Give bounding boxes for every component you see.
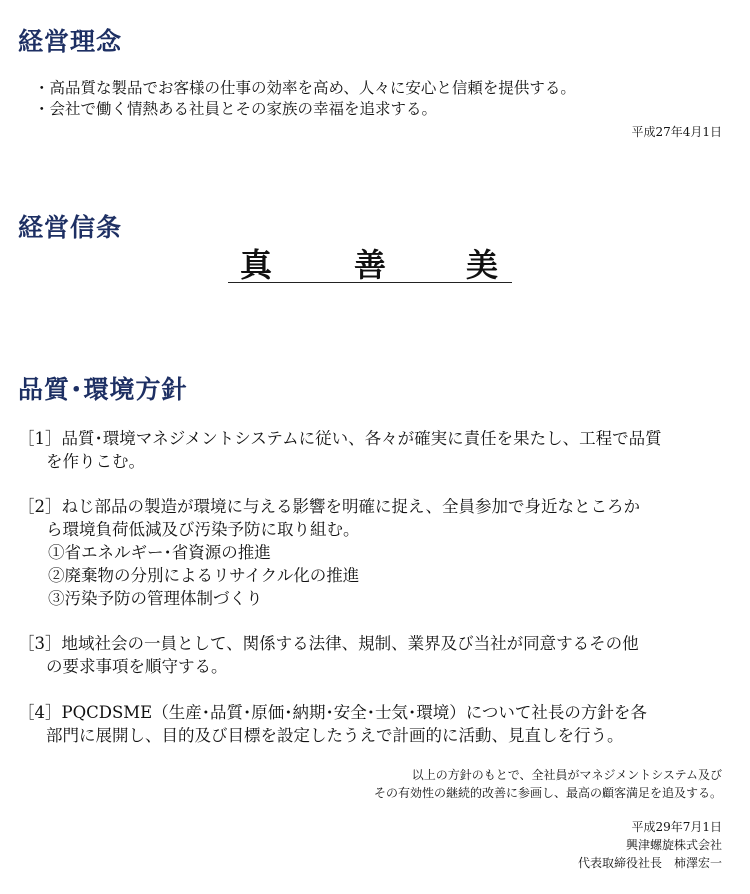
creed-word: 善 (354, 246, 387, 284)
list-item: ・高品質な製品でお客様の仕事の効率を高め、人々に安心と信頼を提供する。 (34, 79, 576, 97)
policy-title: 品質･環境方針 (18, 375, 188, 404)
footer-note: その有効性の継続的改善に参画し、最高の顧客満足を追及する。 (373, 786, 722, 800)
policy-item-3 (18, 632, 639, 678)
philosophy-title: 経営理念 (18, 27, 123, 56)
footer-date: 平成29年7月1日 (631, 820, 722, 834)
policy-item-4 (18, 701, 647, 747)
creed-title: 経営信条 (18, 213, 123, 242)
item-text: 地域社会の一員として、関係する法律、規制、業界及び当社が同意するその他 (61, 634, 639, 653)
item-text: 品質･環境マネジメントシステムに従い、各々が確実に責任を果たし、工程で品質 (61, 429, 662, 448)
policy-item-1 (18, 427, 662, 473)
signatory: 代表取締役社長 柿澤宏一 (577, 856, 722, 870)
subitem: ①省エネルギー･省資源の推進 (48, 543, 271, 562)
policy-item-2 (18, 495, 640, 610)
subitem: ③汚染予防の管理体制づくり (48, 589, 263, 608)
subitem: ②廃棄物の分別によるリサイクル化の推進 (48, 566, 360, 585)
footer-signature (578, 818, 722, 872)
company-name: 興津螺旋株式会社 (625, 838, 722, 852)
item-number: ［1］ (18, 429, 62, 448)
item-number: ［4］ (18, 703, 62, 722)
item-text: ねじ部品の製造が環境に与える影響を明確に捉え、全員参加で身近なところか (61, 497, 640, 516)
creed-words (228, 240, 512, 283)
item-text: 部門に展開し、目的及び目標を設定したうえで計画的に活動、見直しを行う。 (46, 726, 624, 745)
creed-word: 真 (240, 246, 273, 284)
footer-note: 以上の方針のもとで、全社員がマネジメントシステム及び (411, 768, 722, 782)
philosophy-date: 平成27年4月1日 (631, 125, 722, 139)
item-number: ［3］ (18, 634, 62, 653)
item-text: を作りこむ。 (46, 452, 145, 471)
item-number: ［2］ (18, 497, 62, 516)
list-item: ・会社で働く情熱ある社員とその家族の幸福を追求する。 (34, 100, 438, 118)
creed-word: 美 (466, 246, 499, 284)
item-text: の要求事項を順守する。 (46, 657, 228, 676)
item-text: ら環境負荷低減及び汚染予防に取り組む。 (46, 520, 360, 539)
item-text: PQCDSME（生産･品質･原価･納期･安全･士気･環境）について社長の方針を各 (61, 703, 647, 722)
philosophy-list (34, 78, 576, 120)
footer-notes (374, 766, 722, 802)
